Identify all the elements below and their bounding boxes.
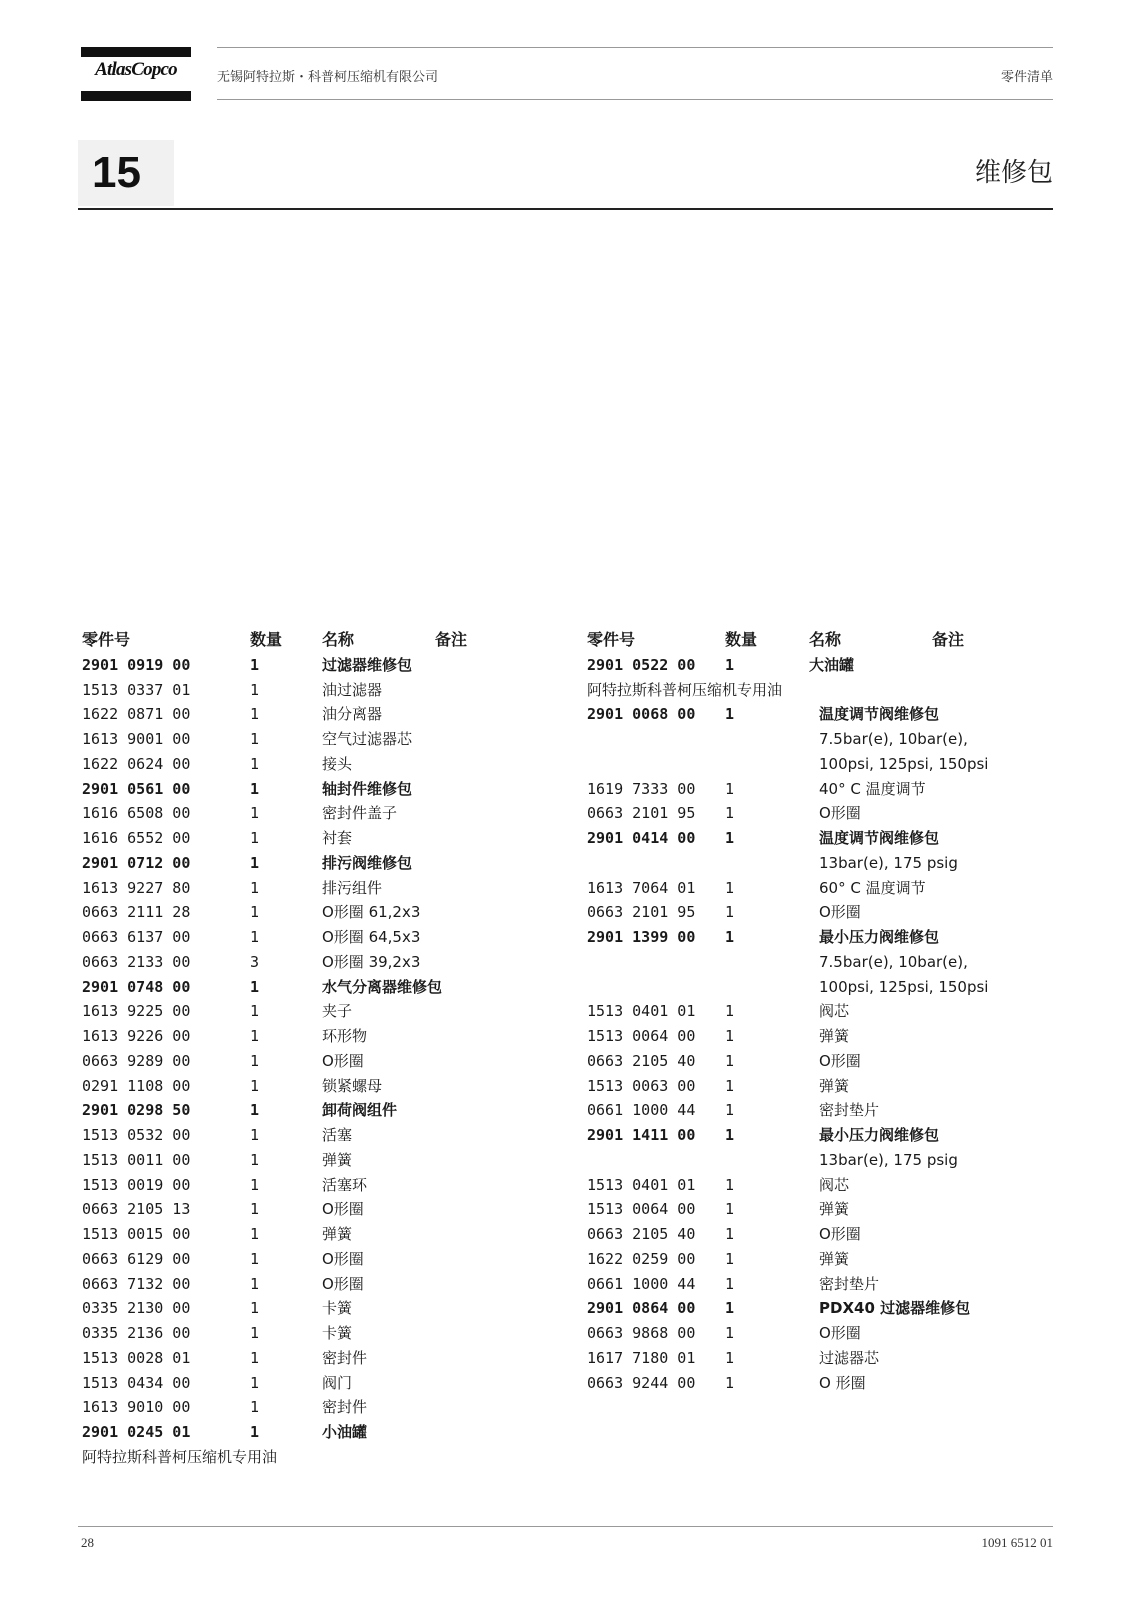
part-name: 阀门 xyxy=(322,1373,353,1392)
part-number: 1613 9225 00 xyxy=(82,1002,191,1021)
quantity: 1 xyxy=(725,1373,735,1392)
quantity: 1 xyxy=(250,1101,260,1120)
quantity: 1 xyxy=(250,1373,260,1392)
part-number: 2901 0068 00 xyxy=(587,705,696,724)
part-name: 最小压力阀维修包 xyxy=(819,928,940,946)
part-number: 1513 0028 01 xyxy=(82,1348,191,1367)
table-row xyxy=(82,752,353,777)
quantity: 1 xyxy=(725,1200,735,1219)
part-number: 2901 0712 00 xyxy=(82,853,191,872)
kit-row xyxy=(82,1420,368,1445)
quantity: 1 xyxy=(250,1423,260,1441)
kit-row xyxy=(82,653,413,678)
table-row xyxy=(82,1197,364,1222)
table-row xyxy=(587,1247,850,1272)
parts-table-right xyxy=(587,628,989,1395)
quantity: 1 xyxy=(250,829,260,847)
part-name: 接头 xyxy=(322,754,353,773)
part-name: 活塞 xyxy=(322,1126,353,1144)
part-number: 0663 7132 00 xyxy=(82,1274,191,1293)
table-row xyxy=(587,1346,880,1371)
kit-row xyxy=(587,653,855,678)
part-number: 1613 9227 80 xyxy=(82,878,191,897)
table-row xyxy=(82,1024,368,1049)
part-number: 1622 0624 00 xyxy=(82,754,191,773)
table-row xyxy=(587,1024,850,1049)
table-row xyxy=(587,1173,850,1198)
quantity: 1 xyxy=(725,928,735,946)
note-text: 阿特拉斯科普柯压缩机专用油 xyxy=(82,1447,278,1466)
header-remark: 备注 xyxy=(932,630,965,649)
quantity: 3 xyxy=(250,952,260,971)
header-rule-bottom xyxy=(217,99,1053,100)
quantity: 1 xyxy=(250,1324,260,1342)
part-number: 1513 0019 00 xyxy=(82,1175,191,1194)
part-name: 弹簧 xyxy=(819,1076,850,1095)
company-name: 无锡阿特拉斯・科普柯压缩机有限公司 xyxy=(217,70,439,85)
kit-row xyxy=(587,925,940,950)
part-name: O形圈 xyxy=(819,903,861,922)
kit-row xyxy=(82,777,413,802)
part-number: 2901 0748 00 xyxy=(82,977,191,996)
quantity: 1 xyxy=(250,1175,260,1194)
header-name: 名称 xyxy=(809,630,842,649)
table-row xyxy=(587,950,968,975)
part-name: 100psi, 125psi, 150psi xyxy=(819,977,989,996)
section-title: 维修包 xyxy=(974,158,1053,188)
part-name: 7.5bar(e), 10bar(e), xyxy=(819,730,968,748)
part-name: 阀芯 xyxy=(819,1002,850,1021)
part-number: 0663 2101 95 xyxy=(587,903,696,922)
table-row xyxy=(82,999,353,1024)
part-name: 轴封件维修包 xyxy=(322,779,413,798)
part-number: 0663 9244 00 xyxy=(587,1373,696,1392)
kit-row xyxy=(587,826,940,851)
part-number: 2901 0522 00 xyxy=(587,655,696,674)
header-name: 名称 xyxy=(322,630,355,649)
part-number: 2901 1399 00 xyxy=(587,928,696,946)
quantity: 1 xyxy=(250,853,260,872)
table-row xyxy=(587,727,968,752)
quantity: 1 xyxy=(725,1249,735,1268)
quantity: 1 xyxy=(250,1225,260,1243)
part-name: O形圈 xyxy=(322,1249,364,1268)
part-name: O形圈 64,5x3 xyxy=(322,928,421,946)
quantity: 1 xyxy=(725,779,735,798)
part-name: 13bar(e), 175 psig xyxy=(819,1150,958,1169)
table-row xyxy=(587,801,861,826)
part-number: 0335 2136 00 xyxy=(82,1324,191,1342)
part-number: 0663 2105 13 xyxy=(82,1200,191,1219)
quantity: 1 xyxy=(250,903,260,922)
quantity: 1 xyxy=(250,977,260,996)
part-number: 1513 0011 00 xyxy=(82,1150,191,1169)
part-name: 100psi, 125psi, 150psi xyxy=(819,754,989,773)
part-number: 0663 2111 28 xyxy=(82,903,191,922)
quantity: 1 xyxy=(250,680,260,699)
part-number: 0335 2130 00 xyxy=(82,1299,191,1318)
table-row xyxy=(82,1371,353,1396)
part-name: 弹簧 xyxy=(819,1249,850,1268)
document-type: 零件清单 xyxy=(1000,70,1053,85)
quantity: 1 xyxy=(250,1299,260,1318)
quantity: 1 xyxy=(725,1225,735,1243)
quantity: 1 xyxy=(250,1076,260,1095)
part-name: 过滤器芯 xyxy=(819,1348,880,1367)
part-name: 弹簧 xyxy=(819,1027,850,1045)
quantity: 1 xyxy=(725,903,735,922)
part-number: 1622 0259 00 xyxy=(587,1249,696,1268)
table-row xyxy=(82,1148,353,1173)
part-name: O形圈 xyxy=(819,1324,861,1342)
part-number: 0661 1000 44 xyxy=(587,1101,696,1120)
table-row xyxy=(82,1247,364,1272)
quantity: 1 xyxy=(725,1002,735,1021)
quantity: 1 xyxy=(250,804,260,823)
table-header xyxy=(82,628,468,653)
quantity: 1 xyxy=(725,829,735,847)
part-number: 1513 0401 01 xyxy=(587,1175,696,1194)
part-number: 1513 0063 00 xyxy=(587,1076,696,1095)
table-note xyxy=(587,678,782,703)
part-number: 1616 6552 00 xyxy=(82,829,191,847)
part-name: 密封垫片 xyxy=(819,1101,880,1120)
part-name: 油分离器 xyxy=(322,705,383,724)
quantity: 1 xyxy=(725,1027,735,1045)
logo-bar-bottom xyxy=(81,91,191,101)
part-name: 小油罐 xyxy=(322,1423,368,1441)
table-row xyxy=(587,999,850,1024)
kit-row xyxy=(587,702,940,727)
part-number: 2901 0919 00 xyxy=(82,655,191,674)
quantity: 1 xyxy=(725,1051,735,1070)
kit-row xyxy=(82,975,443,1000)
part-number: 0663 6129 00 xyxy=(82,1249,191,1268)
part-number: 2901 1411 00 xyxy=(587,1126,696,1144)
table-row xyxy=(82,876,383,901)
part-number: 2901 0245 01 xyxy=(82,1423,191,1441)
quantity: 1 xyxy=(725,1126,735,1144)
table-row xyxy=(587,1148,958,1173)
quantity: 1 xyxy=(250,779,260,798)
section-rule xyxy=(78,208,1053,210)
part-name: 弹簧 xyxy=(819,1200,850,1219)
part-name: O形圈 xyxy=(819,804,861,823)
part-number: 1617 7180 01 xyxy=(587,1348,696,1367)
table-row xyxy=(82,900,421,925)
header-part-no: 零件号 xyxy=(82,630,131,649)
table-row xyxy=(587,777,926,802)
part-number: 0291 1108 00 xyxy=(82,1076,191,1095)
table-row xyxy=(82,1049,364,1074)
part-number: 2901 0561 00 xyxy=(82,779,191,798)
part-number: 1513 0337 01 xyxy=(82,680,191,699)
table-row xyxy=(587,1074,850,1099)
table-row xyxy=(82,826,353,851)
part-name: 弹簧 xyxy=(322,1225,353,1243)
part-name: 60° C 温度调节 xyxy=(819,878,926,897)
quantity: 1 xyxy=(250,1200,260,1219)
table-row xyxy=(82,950,421,975)
part-name: 7.5bar(e), 10bar(e), xyxy=(819,952,968,971)
part-name: 卡簧 xyxy=(322,1324,353,1342)
part-name: 温度调节阀维修包 xyxy=(819,829,940,847)
part-number: 1513 0015 00 xyxy=(82,1225,191,1243)
quantity: 1 xyxy=(250,1348,260,1367)
part-name: 衬套 xyxy=(322,829,353,847)
part-name: 空气过滤器芯 xyxy=(322,730,413,748)
part-number: 1513 0401 01 xyxy=(587,1002,696,1021)
quantity: 1 xyxy=(725,1076,735,1095)
part-name: 过滤器维修包 xyxy=(322,655,413,674)
part-name: 密封垫片 xyxy=(819,1274,880,1293)
part-name: O形圈 xyxy=(819,1225,861,1243)
part-number: 1513 0532 00 xyxy=(82,1126,191,1144)
logo-bar-top xyxy=(81,47,191,57)
part-number: 1513 0434 00 xyxy=(82,1373,191,1392)
quantity: 1 xyxy=(250,730,260,748)
part-name: 卡簧 xyxy=(322,1299,353,1318)
parts-table-left xyxy=(82,628,468,1470)
quantity: 1 xyxy=(250,655,260,674)
part-number: 2901 0414 00 xyxy=(587,829,696,847)
section-number: 15 xyxy=(78,140,174,206)
table-row xyxy=(587,1098,880,1123)
document-number: 1091 6512 01 xyxy=(981,1535,1053,1550)
part-name: O形圈 xyxy=(322,1200,364,1219)
part-name: 排污阀维修包 xyxy=(322,853,413,872)
quantity: 1 xyxy=(250,1027,260,1045)
part-number: 2901 0298 50 xyxy=(82,1101,191,1120)
table-row xyxy=(82,727,413,752)
part-number: 1616 6508 00 xyxy=(82,804,191,823)
part-name: 40° C 温度调节 xyxy=(819,779,926,798)
quantity: 1 xyxy=(250,1249,260,1268)
part-number: 0663 2105 40 xyxy=(587,1225,696,1243)
part-name: 密封件 xyxy=(322,1348,368,1367)
part-name: 13bar(e), 175 psig xyxy=(819,853,958,872)
table-row xyxy=(82,1395,368,1420)
atlas-copco-logo xyxy=(81,47,191,102)
table-row xyxy=(587,752,989,777)
part-name: 油过滤器 xyxy=(322,680,383,699)
table-row xyxy=(82,1173,368,1198)
quantity: 1 xyxy=(250,705,260,724)
table-row xyxy=(587,851,958,876)
header-qty: 数量 xyxy=(725,630,758,649)
kit-row xyxy=(82,851,413,876)
table-row xyxy=(82,801,398,826)
footer-rule xyxy=(78,1526,1053,1527)
part-number: 1613 9001 00 xyxy=(82,730,191,748)
quantity: 1 xyxy=(250,1126,260,1144)
table-row xyxy=(587,1222,861,1247)
part-number: 1613 7064 01 xyxy=(587,878,696,897)
table-row xyxy=(587,876,926,901)
header-part-no: 零件号 xyxy=(587,630,636,649)
part-number: 0663 9868 00 xyxy=(587,1324,696,1342)
table-row xyxy=(587,1321,861,1346)
part-number: 1613 9010 00 xyxy=(82,1398,191,1417)
kit-row xyxy=(82,1098,398,1123)
part-name: 温度调节阀维修包 xyxy=(819,705,940,724)
part-number: 0663 6137 00 xyxy=(82,928,191,946)
part-name: 大油罐 xyxy=(809,655,855,674)
quantity: 1 xyxy=(725,655,735,674)
part-name: 排污组件 xyxy=(322,878,383,897)
kit-row xyxy=(587,1123,940,1148)
table-row xyxy=(82,678,383,703)
quantity: 1 xyxy=(725,705,735,724)
part-name: O形圈 xyxy=(819,1051,861,1070)
part-number: 1619 7333 00 xyxy=(587,779,696,798)
part-number: 1613 9226 00 xyxy=(82,1027,191,1045)
table-row xyxy=(82,1123,353,1148)
part-name: 密封件 xyxy=(322,1398,368,1417)
part-name: 锁紧螺母 xyxy=(322,1076,383,1095)
quantity: 1 xyxy=(250,1002,260,1021)
logo-text: AtlasCopco xyxy=(95,59,177,80)
table-row xyxy=(82,702,383,727)
part-number: 0661 1000 44 xyxy=(587,1274,696,1293)
table-row xyxy=(587,975,989,1000)
part-number: 0663 2101 95 xyxy=(587,804,696,823)
table-row xyxy=(82,1296,353,1321)
part-number: 0663 9289 00 xyxy=(82,1051,191,1070)
quantity: 1 xyxy=(250,928,260,946)
quantity: 1 xyxy=(250,754,260,773)
table-row xyxy=(82,1321,353,1346)
quantity: 1 xyxy=(725,804,735,823)
table-row xyxy=(82,925,421,950)
quantity: 1 xyxy=(250,878,260,897)
quantity: 1 xyxy=(725,878,735,897)
part-name: 水气分离器维修包 xyxy=(322,977,443,996)
header-remark: 备注 xyxy=(435,630,468,649)
part-name: 弹簧 xyxy=(322,1150,353,1169)
part-name: 活塞环 xyxy=(322,1175,368,1194)
part-name: 最小压力阀维修包 xyxy=(819,1126,940,1144)
part-name: 密封件盖子 xyxy=(322,804,398,823)
quantity: 1 xyxy=(725,1175,735,1194)
part-name: PDX40 过滤器维修包 xyxy=(819,1299,971,1318)
table-header xyxy=(587,628,965,653)
quantity: 1 xyxy=(725,1299,735,1318)
part-name: O 形圈 xyxy=(819,1373,866,1392)
header-rule-top xyxy=(217,47,1053,48)
table-row xyxy=(587,1049,861,1074)
part-number: 1513 0064 00 xyxy=(587,1200,696,1219)
note-text: 阿特拉斯科普柯压缩机专用油 xyxy=(587,680,783,699)
kit-row xyxy=(587,1296,971,1321)
part-number: 0663 2133 00 xyxy=(82,952,191,971)
table-row xyxy=(587,1371,866,1396)
part-name: 环形物 xyxy=(322,1027,368,1045)
page-number: 28 xyxy=(81,1535,94,1550)
part-name: O形圈 xyxy=(322,1051,364,1070)
table-row xyxy=(587,1272,880,1297)
quantity: 1 xyxy=(250,1274,260,1293)
header-qty: 数量 xyxy=(250,630,283,649)
table-row xyxy=(587,1197,850,1222)
quantity: 1 xyxy=(250,1150,260,1169)
part-number: 2901 0864 00 xyxy=(587,1299,696,1318)
part-name: O形圈 xyxy=(322,1274,364,1293)
part-number: 1622 0871 00 xyxy=(82,705,191,724)
part-name: 阀芯 xyxy=(819,1175,850,1194)
table-row xyxy=(82,1346,368,1371)
quantity: 1 xyxy=(250,1398,260,1417)
part-name: 卸荷阀组件 xyxy=(322,1101,398,1120)
table-row xyxy=(82,1222,353,1247)
table-row xyxy=(82,1272,364,1297)
part-name: 夹子 xyxy=(322,1002,353,1021)
part-name: O形圈 39,2x3 xyxy=(322,952,421,971)
quantity: 1 xyxy=(725,1324,735,1342)
part-number: 1513 0064 00 xyxy=(587,1027,696,1045)
part-name: O形圈 61,2x3 xyxy=(322,903,421,922)
table-note xyxy=(82,1445,277,1470)
part-number: 0663 2105 40 xyxy=(587,1051,696,1070)
quantity: 1 xyxy=(725,1348,735,1367)
table-row xyxy=(587,900,861,925)
quantity: 1 xyxy=(725,1274,735,1293)
quantity: 1 xyxy=(250,1051,260,1070)
quantity: 1 xyxy=(725,1101,735,1120)
table-row xyxy=(82,1074,383,1099)
